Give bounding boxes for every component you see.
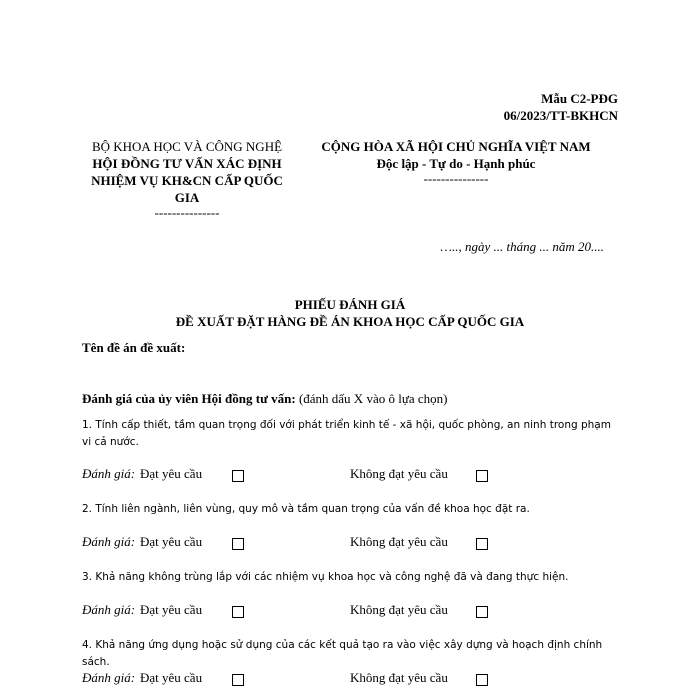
fail-checkbox-4[interactable] xyxy=(476,674,488,686)
national-motto: Độc lập - Tự do - Hạnh phúc xyxy=(376,156,536,171)
criterion-2: 2. Tính liên ngành, liên vùng, quy mô và tầm quan trọng của vấn đề khoa học đặt ra. xyxy=(82,503,530,515)
criterion-4: 4. Khả năng ứng dụng hoặc sử dụng của các kết quả tạo ra vào việc xây dựng và hoạch định chính sách. xyxy=(82,639,603,668)
fail-checkbox-3[interactable] xyxy=(476,606,488,618)
fail-label: Không đạt yêu cầu xyxy=(350,534,448,549)
date-line: ….., ngày ... tháng ... năm 20.... xyxy=(440,239,604,254)
title-line-1: PHIẾU ĐÁNH GIÁ xyxy=(294,297,406,312)
rating-label: Đánh giá: xyxy=(82,534,136,549)
form-code-line-2: 06/2023/TT-BKHCN xyxy=(503,108,618,123)
form-code-line-1: Mẫu C2-PĐG xyxy=(541,91,618,106)
rating-label: Đánh giá: xyxy=(82,670,136,685)
rating-row-3 xyxy=(82,602,542,620)
rating-row-4 xyxy=(82,670,542,688)
project-name-label: Tên đề án đề xuất: xyxy=(82,340,186,355)
rating-row-2 xyxy=(82,534,542,552)
fail-checkbox-2[interactable] xyxy=(476,538,488,550)
form-code xyxy=(504,90,618,124)
evaluation-intro xyxy=(82,391,448,407)
national-header xyxy=(306,138,606,185)
pass-label: Đạt yêu cầu xyxy=(140,602,203,617)
title-line-2: ĐỀ XUẤT ĐẶT HÀNG ĐỀ ÁN KHOA HỌC CẤP QUỐC GIA xyxy=(175,314,525,329)
pass-checkbox-3[interactable] xyxy=(232,606,244,618)
evaluation-label: Đánh giá của ủy viên Hội đồng tư vấn: xyxy=(82,391,296,406)
rating-row-1 xyxy=(82,466,542,484)
pass-checkbox-4[interactable] xyxy=(232,674,244,686)
fail-label: Không đạt yêu cầu xyxy=(350,466,448,481)
council-name: HỘI ĐỒNG TƯ VẤN XÁC ĐỊNH NHIỆM VỤ KH&CN CẤP QUỐC GIA xyxy=(91,156,283,205)
fail-label: Không đạt yêu cầu xyxy=(350,670,448,685)
rating-label: Đánh giá: xyxy=(82,602,136,617)
rating-label: Đánh giá: xyxy=(82,466,136,481)
right-header-divider: --------------- xyxy=(423,171,489,186)
criterion-3: 3. Khả năng không trùng lắp với các nhiệm vụ khoa học và công nghệ đã và đang thực hiện. xyxy=(82,571,569,583)
pass-checkbox-2[interactable] xyxy=(232,538,244,550)
nation-name: CỘNG HÒA XÃ HỘI CHỦ NGHĨA VIỆT NAM xyxy=(321,139,591,154)
issuing-agency-header xyxy=(80,138,294,219)
pass-label: Đạt yêu cầu xyxy=(140,466,203,481)
left-header-divider: --------------- xyxy=(154,205,220,220)
criterion-1: 1. Tính cấp thiết, tầm quan trọng đối với phát triển kinh tế - xã hội, quốc phòng, an ninh trong phạm vi cả nước. xyxy=(82,419,611,448)
ministry-name: BỘ KHOA HỌC VÀ CÔNG NGHỆ xyxy=(91,139,283,154)
pass-checkbox-1[interactable] xyxy=(232,470,244,482)
document-title xyxy=(0,296,700,330)
pass-label: Đạt yêu cầu xyxy=(140,534,203,549)
evaluation-instruction: (đánh dấu X vào ô lựa chọn) xyxy=(295,391,448,406)
fail-label: Không đạt yêu cầu xyxy=(350,602,448,617)
fail-checkbox-1[interactable] xyxy=(476,470,488,482)
pass-label: Đạt yêu cầu xyxy=(140,670,203,685)
